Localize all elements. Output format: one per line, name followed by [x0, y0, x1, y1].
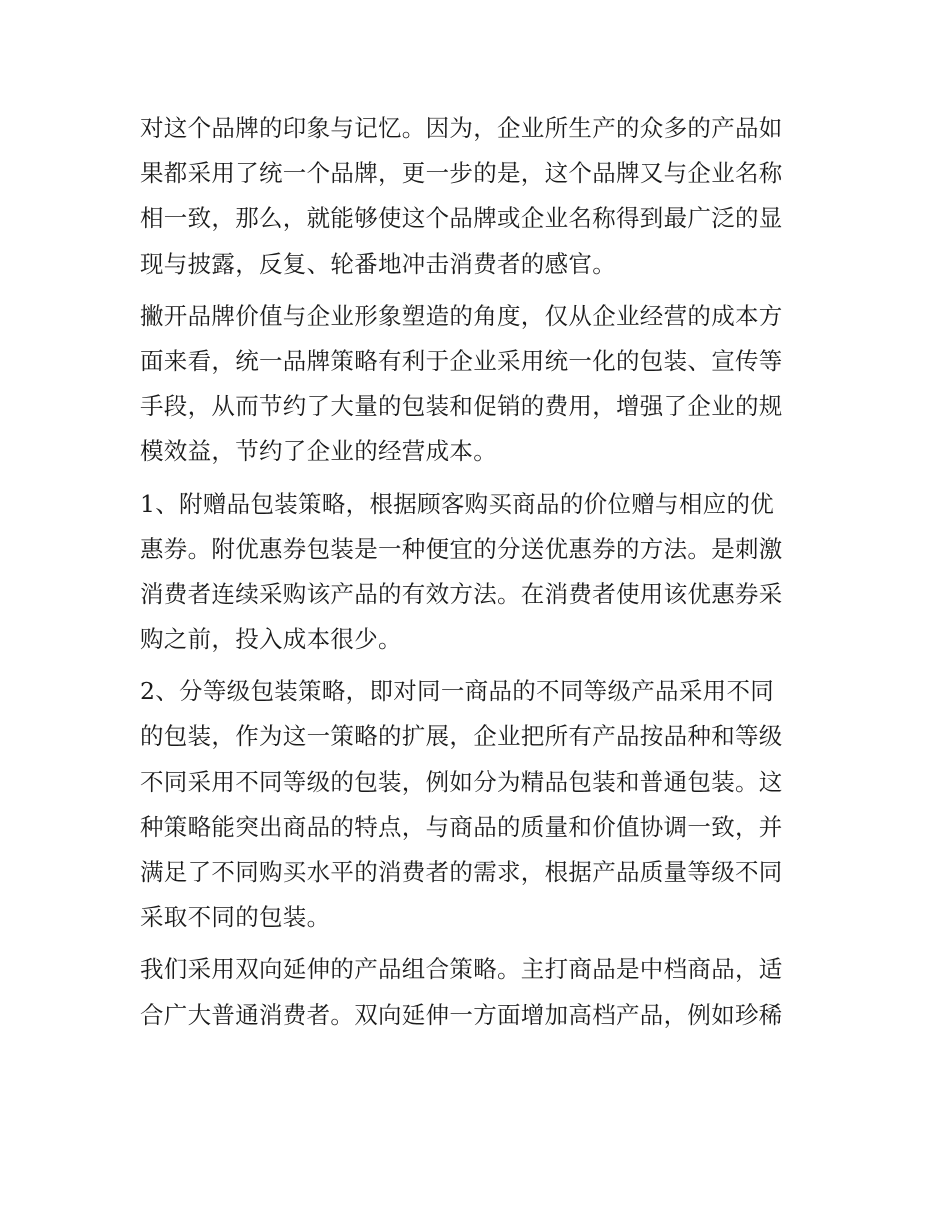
text-line: 面来看，统一品牌策略有利于企业采用统一化的包装、宣传等	[140, 346, 783, 375]
text-line: 的包装，作为这一策略的扩展，企业把所有产品按品种和等级	[140, 722, 783, 751]
paragraph-cost-perspective	[140, 294, 820, 475]
text-line: 2、分等级包装策略，即对同一商品的不同等级产品采用不同	[140, 677, 775, 706]
paragraph-grade-packaging	[140, 669, 820, 940]
paragraph-product-mix	[140, 947, 820, 1037]
text-line: 现与披露，反复、轮番地冲击消费者的感官。	[140, 249, 616, 278]
text-line: 相一致，那么，就能够使这个品牌或企业名称得到最广泛的显	[140, 204, 783, 233]
text-line: 撇开品牌价值与企业形象塑造的角度，仅从企业经营的成本方	[140, 301, 783, 330]
text-line: 消费者连续采购该产品的有效方法。在消费者使用该优惠券采	[140, 579, 783, 608]
text-line: 种策略能突出商品的特点，与商品的质量和价值协调一致，并	[140, 812, 783, 841]
text-line: 对这个品牌的印象与记忆。因为，企业所生产的众多的产品如	[140, 114, 783, 142]
text-line: 惠券。附优惠券包装是一种便宜的分送优惠券的方法。是刺激	[140, 534, 783, 563]
text-line: 1、附赠品包装策略，根据顾客购买商品的价位赠与相应的优	[140, 489, 775, 518]
document-body	[140, 106, 820, 1045]
paragraph-gift-packaging	[140, 482, 820, 663]
text-line: 合广大普通消费者。双向延伸一方面增加高档产品，例如珍稀	[140, 1000, 783, 1029]
text-line: 我们采用双向延伸的产品组合策略。主打商品是中档商品，适	[140, 955, 783, 984]
text-line: 不同采用不同等级的包装，例如分为精品包装和普通包装。这	[140, 767, 783, 796]
paragraph-brand-memory	[140, 106, 820, 287]
text-line: 满足了不同购买水平的消费者的需求，根据产品质量等级不同	[140, 858, 783, 886]
text-line: 采取不同的包装。	[140, 903, 331, 932]
text-line: 购之前，投入成本很少。	[140, 625, 402, 654]
text-line: 果都采用了统一个品牌，更一步的是，这个品牌又与企业名称	[140, 159, 783, 188]
text-line: 模效益，节约了企业的经营成本。	[140, 437, 497, 466]
text-line: 手段，从而节约了大量的包装和促销的费用，增强了企业的规	[140, 392, 783, 421]
